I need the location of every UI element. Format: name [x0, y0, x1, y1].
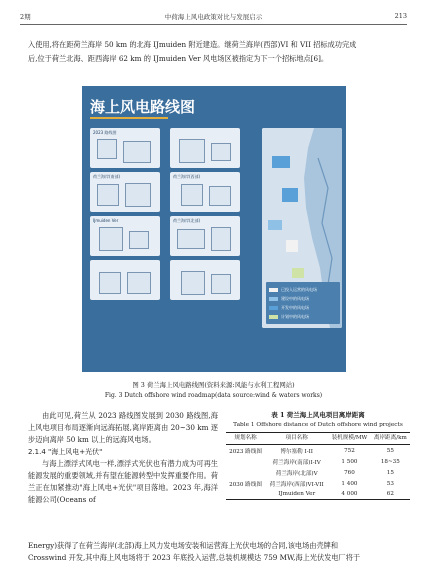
table-cell: 760	[344, 469, 355, 476]
paragraph: 由此可见,荷兰从 2023 路线图发展到 2030 路线图,海上风电项目布局逐渐向远海拓展,离岸距离由 20~30 km 逐步迈向离岸 50 km 以上的远海风电场。	[28, 411, 218, 444]
table-cell: 18~35	[380, 458, 400, 465]
paragraph: 与海上漂浮式风电一样,漂浮式光伏也有潜力成为可再生能源发展的重要领域,并有望在能源转型中发挥重要作用。荷兰正在加紧推动"海上风电+光伏"项目落地。2023 年,海洋能源公司(Oceans of	[28, 459, 218, 504]
phase-diagram	[93, 269, 157, 297]
table-cell: 荷兰海岸(西部)VI-VII	[269, 482, 324, 489]
figure-title: 海上风电路线图	[90, 98, 196, 116]
column-header: 项目名称	[285, 435, 308, 441]
journal-title: 中荷海上风电政策对比与发展启示	[164, 12, 263, 21]
table-cell: 53	[386, 481, 394, 488]
left-column-text	[28, 410, 218, 506]
phase-label: IJmuiden Ver	[93, 218, 119, 223]
table-cell: 1 400	[341, 481, 358, 488]
issue-label: 2期	[20, 12, 31, 21]
table-cell: 2030 路线图	[229, 482, 262, 489]
map-legend	[266, 282, 340, 324]
wind-zone	[286, 240, 298, 252]
column-header: 离岸距离/km	[373, 435, 407, 441]
intro-line-2: 后,位于荷兰北海、距西海岸 62 km 的 IJmuiden Ver 风电场区被指定为下一个招标地点[6]。	[28, 54, 329, 63]
phase-card	[90, 216, 160, 256]
full-width-text	[28, 540, 410, 564]
intro-paragraph	[28, 38, 410, 66]
table-row	[226, 490, 410, 500]
title-accent-bar	[90, 117, 168, 119]
page-number: 213	[394, 12, 407, 20]
table-cell: 55	[386, 447, 394, 454]
column-header: 规划名称	[234, 435, 257, 441]
table-cell	[226, 456, 265, 467]
phase-label: 荷兰海岸(西部)	[173, 174, 201, 179]
phase-card	[90, 260, 160, 300]
table-row	[226, 456, 410, 467]
phase-diagram	[93, 225, 157, 253]
table-cell: 15	[386, 469, 394, 476]
phase-card	[170, 260, 240, 300]
phase-card	[170, 172, 240, 212]
distance-table-block	[226, 410, 410, 500]
phase-label: 2023 路线图	[93, 130, 117, 135]
wind-zone	[272, 156, 290, 168]
legend-swatch	[269, 288, 278, 292]
phase-diagram	[93, 181, 157, 209]
phase-card	[90, 128, 160, 168]
phase-card	[170, 128, 240, 168]
table-subtitle: Table 1 Offshore distance of Dutch offshore wind projects	[233, 422, 403, 428]
table-cell: 2023 路线图	[229, 448, 262, 455]
legend-swatch	[269, 297, 278, 301]
legend-label: 计划中的风电场	[281, 314, 309, 319]
phase-card	[90, 172, 160, 212]
legend-swatch	[269, 315, 278, 319]
phase-diagram	[173, 225, 237, 253]
table-title: 表 1 荷兰海上风电项目离岸距离	[271, 411, 365, 419]
legend-item	[269, 303, 337, 312]
wind-zone	[282, 188, 298, 202]
table-cell: 荷兰海岸(北部)V	[275, 470, 318, 477]
table-cell: 博尔塞勒 I-II	[280, 448, 314, 455]
offshore-distance-table	[226, 432, 410, 500]
figure-caption-cn: 图 3 荷兰海上风电路线图(资料来源:风能与水利工程网站)	[132, 381, 295, 389]
text-line: Energy)获得了在荷兰海岸(北部)海上风力发电场安装和运营海上光伏电场的合同,该电场由壳牌和	[28, 541, 339, 550]
table-cell	[226, 467, 265, 478]
legend-item	[269, 312, 337, 321]
phase-diagram	[173, 137, 237, 165]
table-row	[226, 445, 410, 457]
column-header: 装机规模/MW	[331, 435, 368, 441]
table-row	[226, 467, 410, 478]
legend-item	[269, 294, 337, 303]
table-cell: 1 500	[341, 458, 358, 465]
roadmap-figure	[82, 86, 346, 372]
phase-diagram	[173, 181, 237, 209]
table-cell: 4 000	[341, 491, 358, 498]
phase-label: 荷兰海岸(北部)	[173, 218, 201, 223]
table-cell: IJmuiden Ver	[278, 491, 316, 498]
wind-zone	[292, 268, 304, 278]
figure-caption-en: Fig. 3 Dutch offshore wind roadmap(data source:wind & waters works)	[104, 392, 323, 399]
phase-label: 荷兰海岸(南部)	[93, 174, 121, 179]
section-heading: 2.1.4 "海上风电+光伏"	[28, 448, 103, 456]
table-cell	[226, 490, 265, 500]
legend-label: 已投入运营的风电场	[281, 287, 317, 292]
text-line: Crosswind 开发,其中海上风电场将于 2023 年底投入运营,总装机规模达 759 MW,海上光伏发电厂将于	[28, 553, 361, 562]
table-cell: 62	[386, 491, 394, 498]
running-header	[20, 10, 407, 22]
table-row	[226, 479, 410, 490]
table-header-row	[226, 433, 410, 445]
header-rule	[20, 24, 407, 25]
intro-line-1: 入使用,将在距荷兰海岸 50 km 的北海 IJmuiden 附近建造。继荷兰海岸(西部)VI 和 VII 招标成功完成	[28, 40, 357, 49]
legend-label: 开发中的风电场	[281, 305, 309, 310]
phase-card	[170, 216, 240, 256]
legend-item	[269, 285, 337, 294]
wind-zone	[268, 220, 282, 230]
table-cell: 荷兰海岸(南部)I-IV	[272, 459, 321, 466]
legend-swatch	[269, 306, 278, 310]
table-cell: 752	[344, 447, 355, 454]
legend-label: 建设中的风电场	[281, 296, 309, 301]
phase-diagram	[173, 269, 237, 297]
phase-diagram	[93, 137, 157, 165]
